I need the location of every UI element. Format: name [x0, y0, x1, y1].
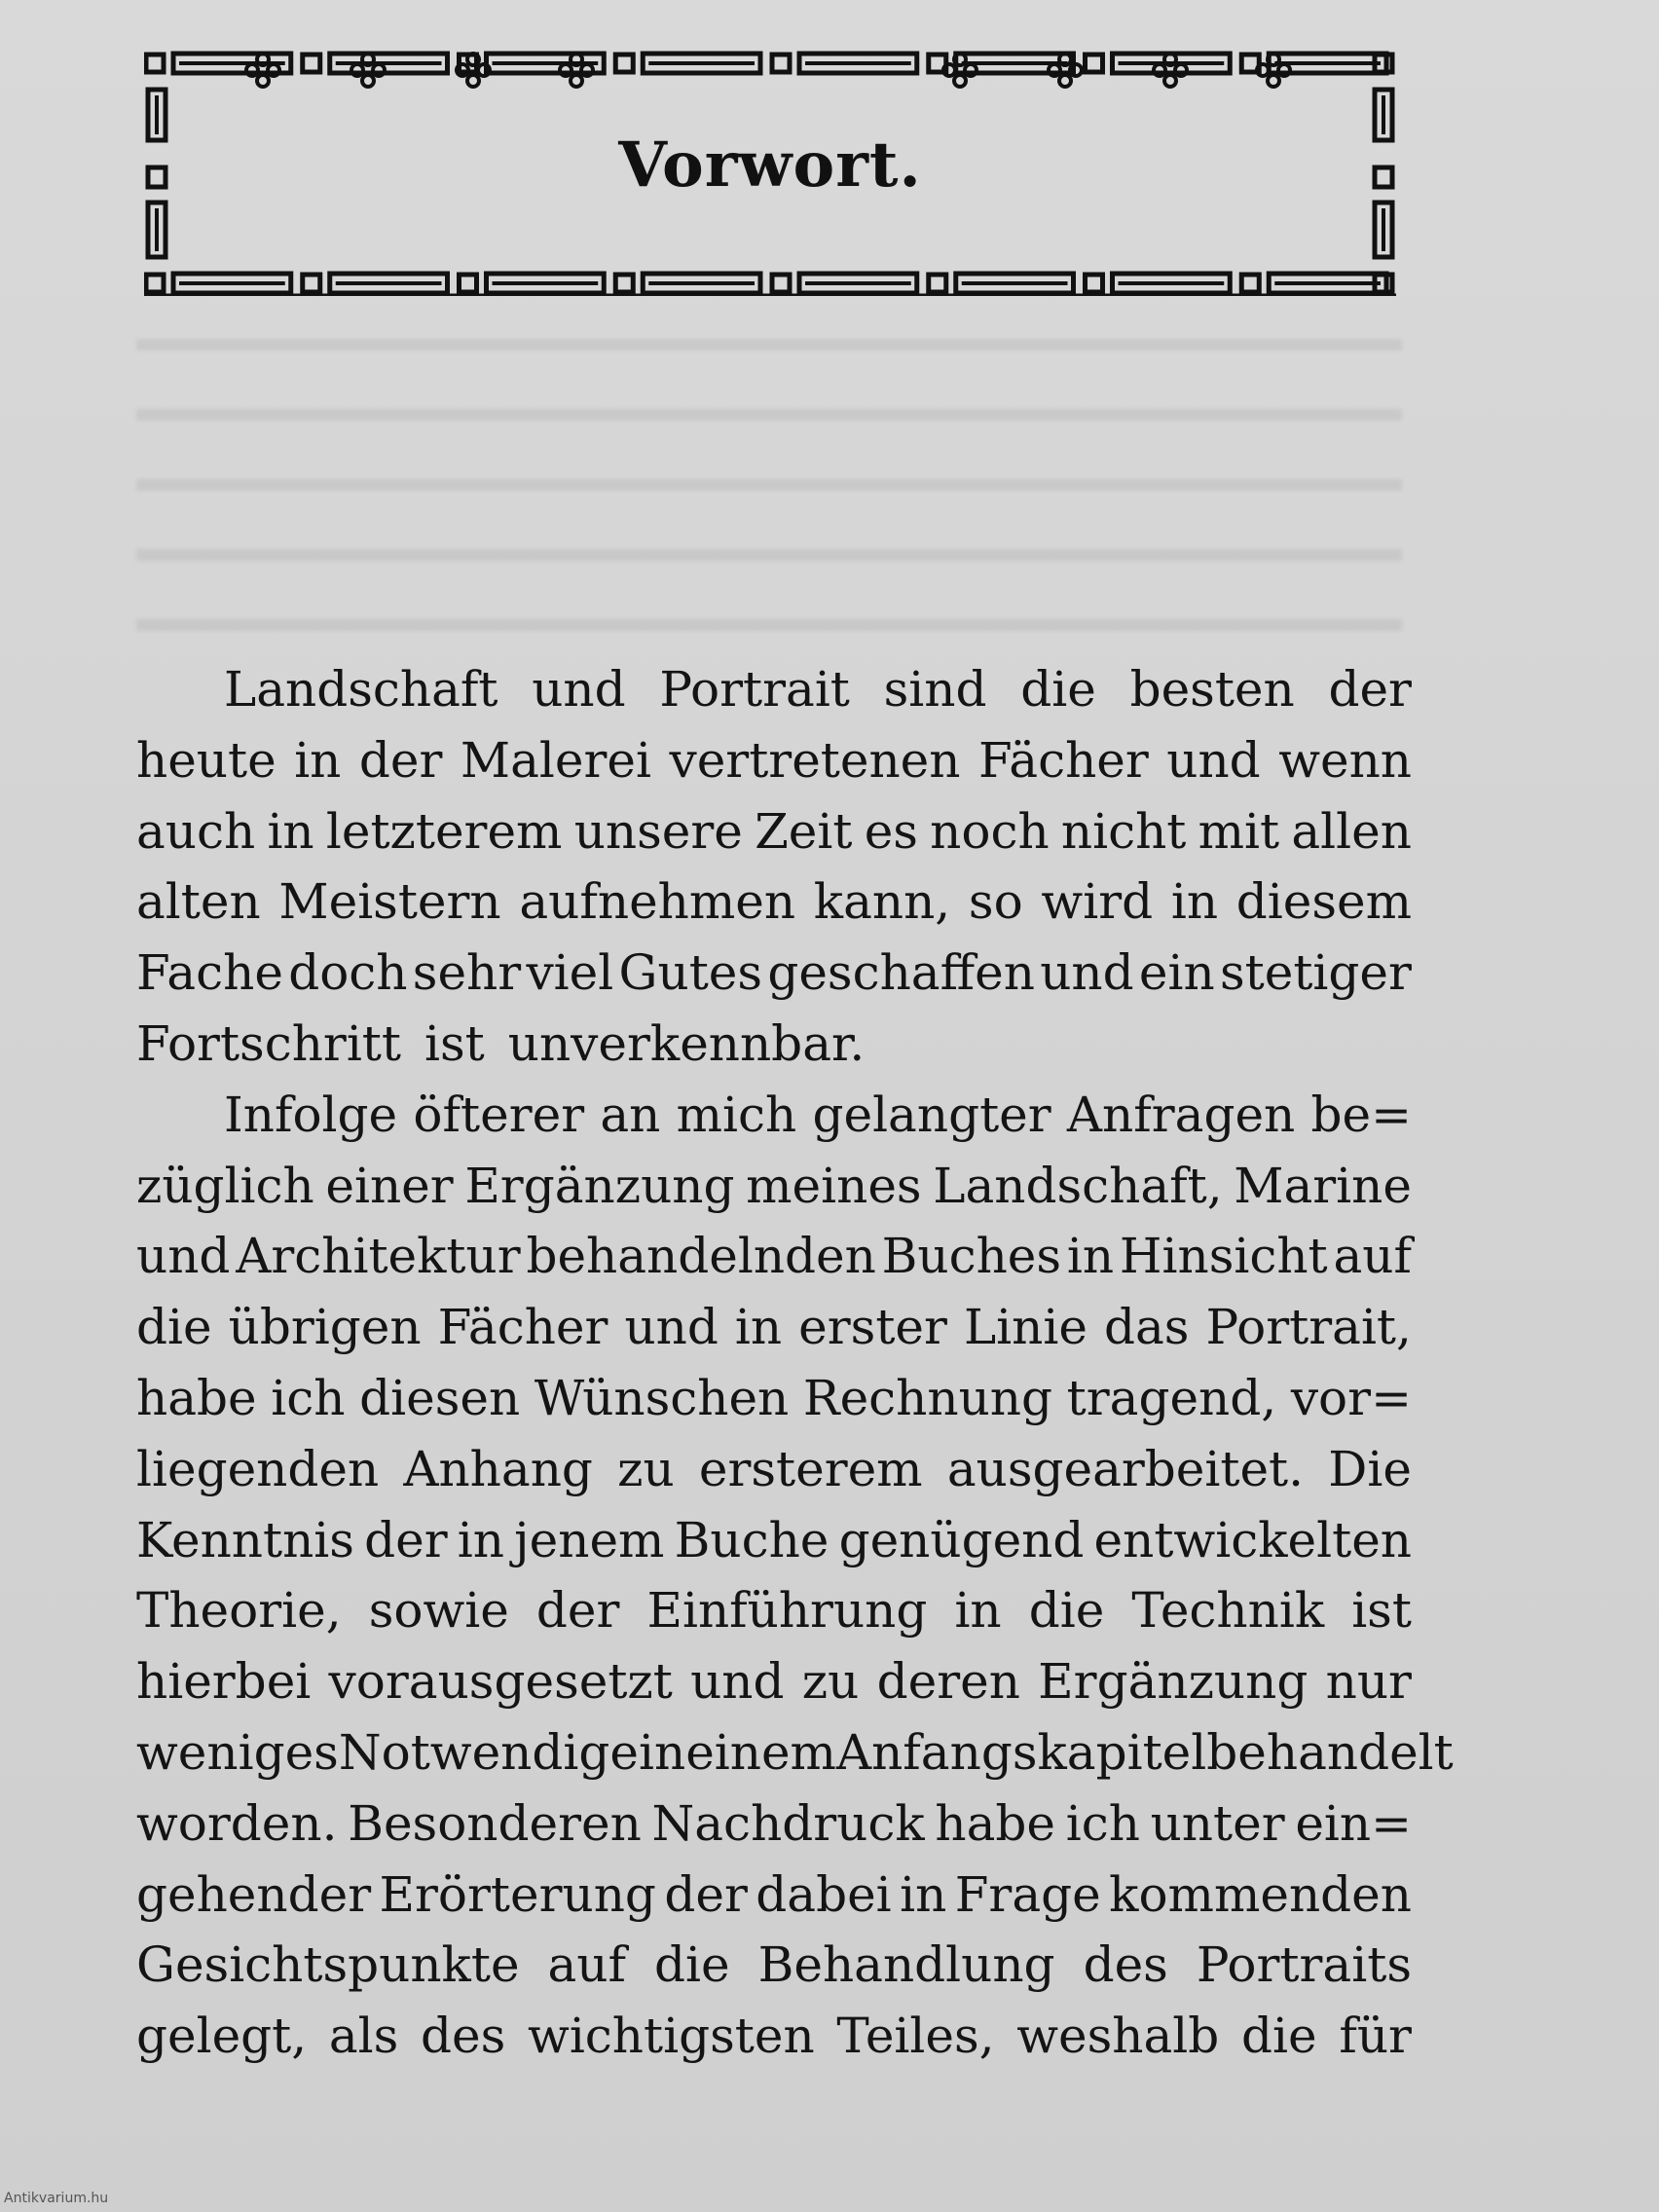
text-line: Fortschritt ist unverkennbar. [136, 1014, 866, 1072]
text-line: die übrigen Fächer und in erster Linie das Portrait, [136, 1299, 1412, 1356]
quatrefoil-ornament-icon [1254, 51, 1293, 90]
text-line: Theorie, sowie der Einführung in die Technik ist [136, 1582, 1412, 1640]
text-line: gelegt, als des wichtigsten Teiles, weshalb die für [136, 2008, 1412, 2065]
quatrefoil-ornament-icon [557, 51, 596, 90]
text-line: weniges Notwendige in einem Anfangskapitel behandelt [136, 1723, 1454, 1781]
text-line: gehender Erörterung der dabei in Frage kommenden [136, 1865, 1412, 1923]
text-line: Gesichtspunkte auf die Behandlung des Portraits [136, 1936, 1412, 1994]
text-line: hierbei vorausgesetzt und zu deren Ergänzung nur [136, 1653, 1412, 1711]
quatrefoil-ornament-icon [349, 51, 387, 90]
text-line: Kenntnis der in jenem Buche genügend entwickelten [136, 1511, 1412, 1568]
text-line: Landschaft und Portrait sind die besten der [224, 661, 1412, 718]
text-line: auch in letzterem unsere Zeit es noch nicht mit allen [136, 802, 1412, 860]
quatrefoil-ornament-icon [454, 51, 493, 90]
text-line: Fache doch sehr viel Gutes geschaffen und ein stetiger [136, 944, 1412, 1002]
ornamental-header-frame [144, 51, 1396, 296]
quatrefoil-ornament-icon [940, 51, 979, 90]
page-title: Vorwort. [618, 129, 922, 202]
quatrefoil-ornament-icon [1046, 51, 1085, 90]
bleed-through-shadow [136, 292, 1402, 643]
text-line: heute in der Malerei vertretenen Fächer und wenn [136, 731, 1412, 789]
quatrefoil-ornament-icon [243, 51, 282, 90]
quatrefoil-ornament-icon [1151, 51, 1190, 90]
text-line: habe ich diesen Wünschen Rechnung tragend, vor= [136, 1369, 1412, 1426]
text-line: worden. Besonderen Nachdruck habe ich unter ein= [136, 1794, 1412, 1852]
text-line: liegenden Anhang zu ersterem ausgearbeitet. Die [136, 1440, 1412, 1497]
foreword-text [136, 654, 1454, 2072]
text-line: alten Meistern aufnehmen kann, so wird in diesem [136, 873, 1412, 931]
watermark: Antikvarium.hu [4, 2191, 109, 2206]
text-line: Infolge öfterer an mich gelangter Anfragen be= [224, 1086, 1412, 1143]
text-line: züglich einer Ergänzung meines Landschaft, Marine [136, 1157, 1412, 1214]
text-line: und Architektur behandelnden Buches in Hinsicht auf [136, 1228, 1412, 1285]
